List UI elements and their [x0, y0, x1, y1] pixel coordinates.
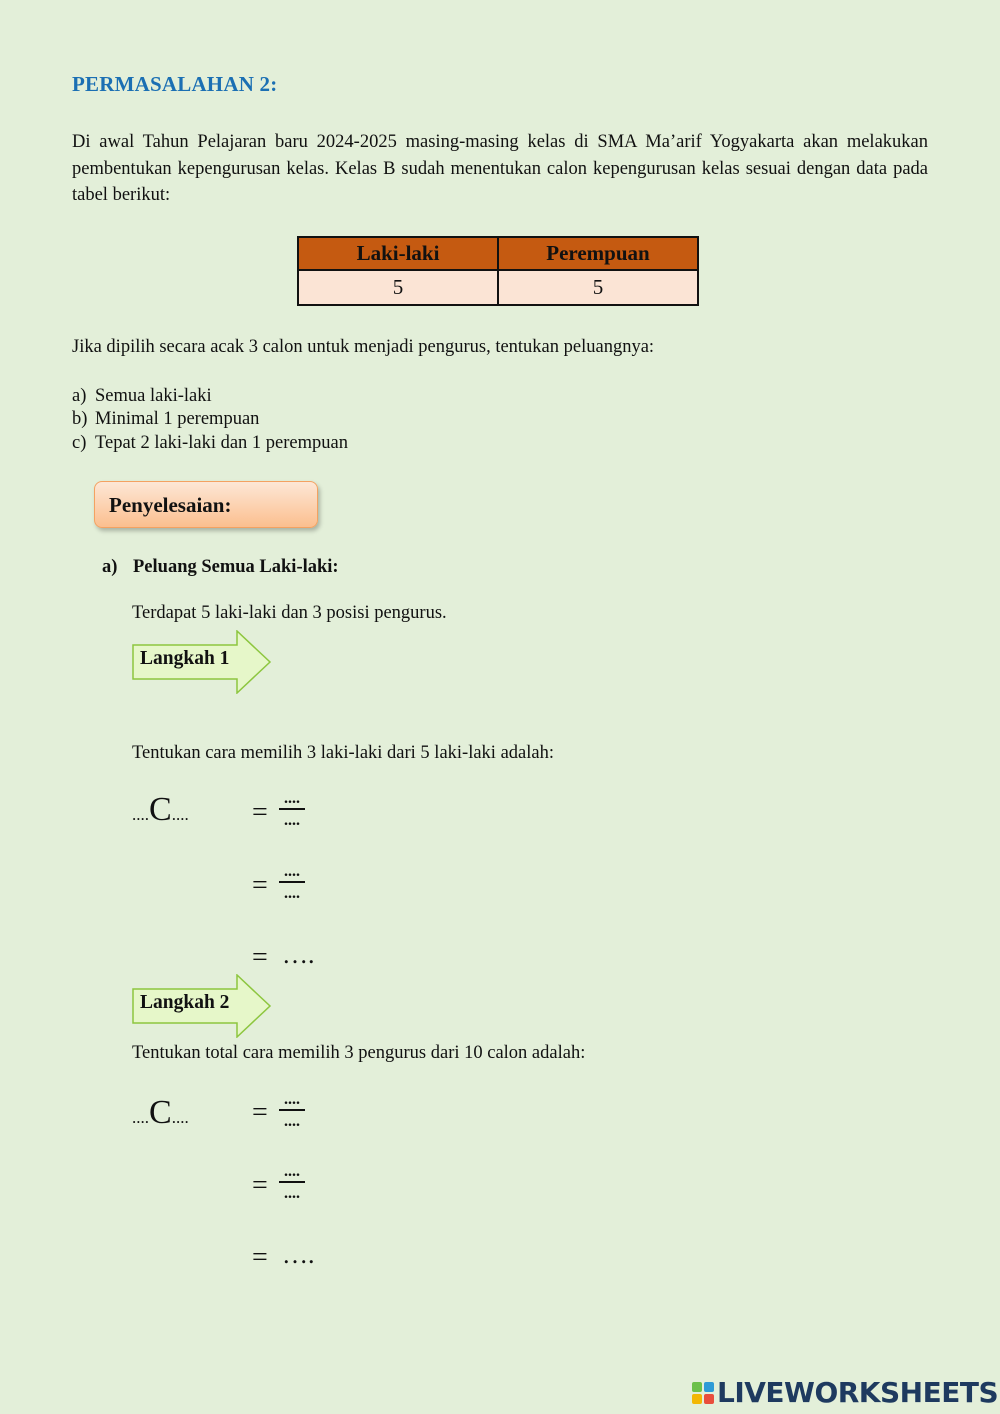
solution-heading: Penyelesaian: [94, 481, 318, 528]
logo-text: LIVEWORKSHEETS [717, 1376, 999, 1409]
step1-instruction: Tentukan cara memilih 3 laki-laki dari 5 laki-laki adalah: [132, 743, 554, 763]
blank-r[interactable]: .... [171, 1108, 189, 1127]
equals-sign: = [252, 1242, 268, 1273]
option-text: Minimal 1 perempuan [95, 409, 260, 429]
question-text: Jika dipilih secara acak 3 calon untuk menjadi pengurus, tentukan peluangnya: [72, 337, 655, 357]
option-text: Tepat 2 laki-laki dan 1 perempuan [95, 433, 348, 453]
step1-label: Langkah 1 [140, 648, 230, 669]
data-table [297, 236, 699, 306]
option-label: b) [72, 409, 88, 429]
logo-icon [692, 1382, 714, 1404]
numerator-blank[interactable]: .... [279, 793, 305, 810]
equals-sign: = [252, 1097, 268, 1128]
step2-label: Langkah 2 [140, 992, 230, 1013]
combination-symbol: C [149, 1094, 172, 1131]
problem-intro: Di awal Tahun Pelajaran baru 2024-2025 masing-masing kelas di SMA Ma’arif Yogyakarta akan melakukan pembentukan kepengurusan kelas. Kelas B sudah menentukan calon kepengurusan kelas sesuai dengan data pada tabel berikut: [72, 132, 928, 205]
value-perempuan: 5 [498, 270, 698, 305]
blank-n[interactable]: .... [132, 805, 149, 824]
page-title: PERMASALAHAN 2: [72, 72, 278, 96]
part-a-title: Peluang Semua Laki-laki: [133, 557, 339, 577]
option-text: Semua laki-laki [95, 386, 212, 406]
header-laki-laki: Laki-laki [298, 237, 498, 270]
option-b [72, 409, 259, 430]
numerator-blank[interactable]: .... [279, 1094, 305, 1111]
part-a-heading [102, 557, 339, 578]
fraction-blank[interactable] [279, 863, 305, 905]
part-a-label: a) [102, 557, 118, 577]
fraction-blank[interactable] [279, 1163, 305, 1205]
combination-expression[interactable] [132, 793, 189, 832]
liveworksheets-logo [692, 1376, 998, 1409]
numerator-blank[interactable]: .... [279, 1166, 305, 1183]
option-a [72, 386, 212, 407]
denominator-blank[interactable]: .... [284, 1113, 300, 1130]
option-label: c) [72, 433, 87, 453]
result-blank[interactable]: …. [282, 940, 315, 969]
header-perempuan: Perempuan [498, 237, 698, 270]
equals-sign: = [252, 942, 268, 973]
denominator-blank[interactable]: .... [284, 885, 300, 902]
step2-instruction: Tentukan total cara memilih 3 pengurus dari 10 calon adalah: [132, 1043, 586, 1063]
option-label: a) [72, 386, 87, 406]
equals-sign: = [252, 1170, 268, 1201]
numerator-blank[interactable]: .... [279, 866, 305, 883]
part-a-statement: Terdapat 5 laki-laki dan 3 posisi pengurus. [132, 603, 447, 623]
denominator-blank[interactable]: .... [284, 1185, 300, 1202]
fraction-blank[interactable] [279, 790, 305, 832]
blank-n[interactable]: .... [132, 1108, 149, 1127]
step1-arrow [132, 630, 272, 694]
denominator-blank[interactable]: .... [284, 812, 300, 829]
step2-arrow [132, 974, 272, 1038]
blank-r[interactable]: .... [171, 805, 189, 824]
value-laki-laki: 5 [298, 270, 498, 305]
option-c [72, 433, 348, 454]
fraction-blank[interactable] [279, 1091, 305, 1133]
combination-symbol: C [149, 791, 172, 828]
combination-expression[interactable] [132, 1096, 189, 1135]
result-blank[interactable]: …. [282, 1240, 315, 1269]
equals-sign: = [252, 797, 268, 828]
equals-sign: = [252, 870, 268, 901]
